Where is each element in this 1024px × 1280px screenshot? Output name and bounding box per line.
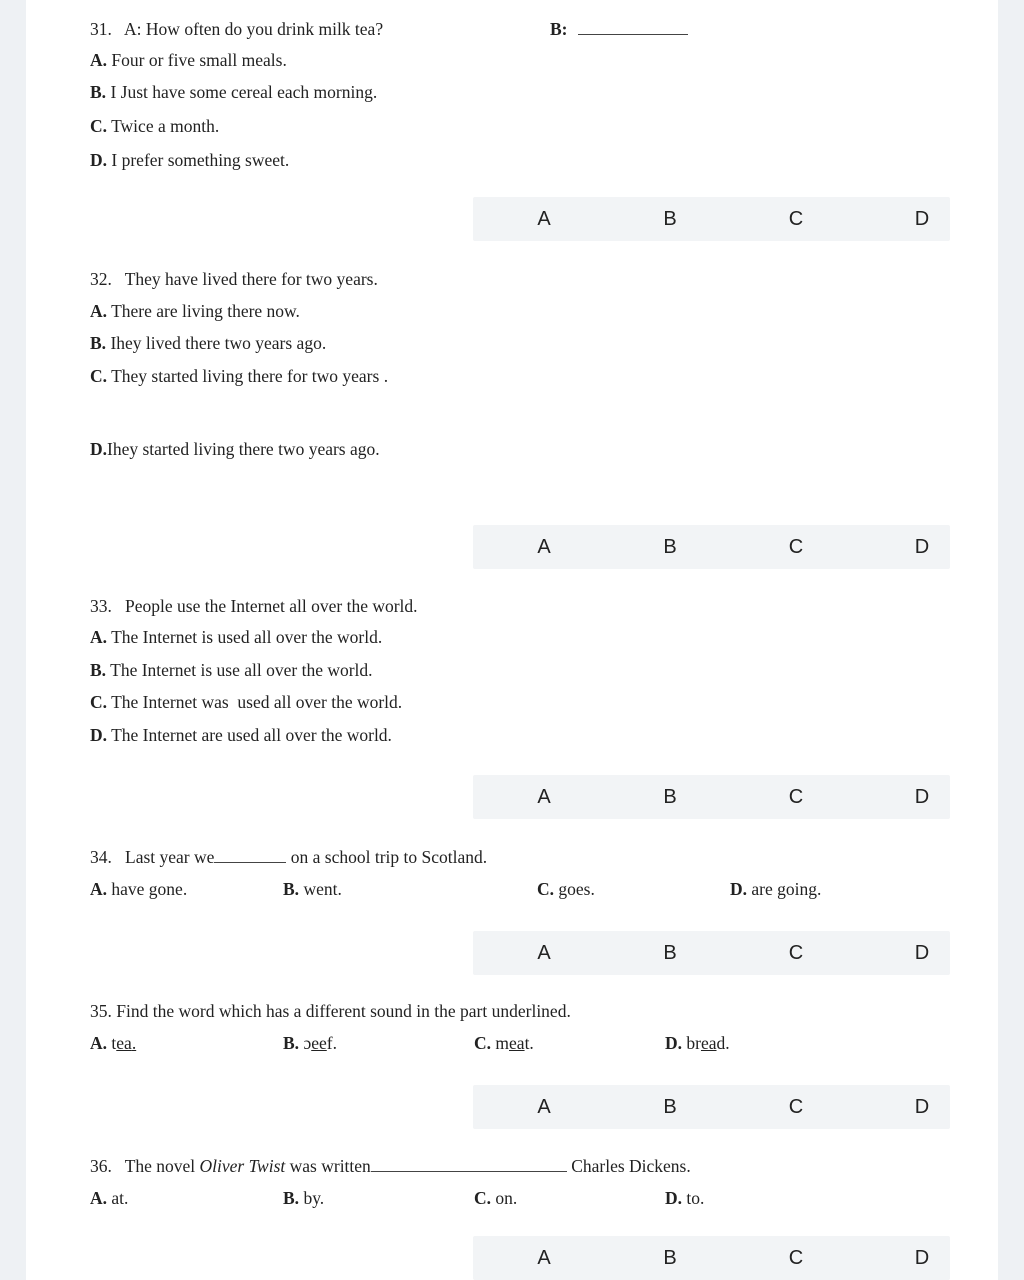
answer-b-button[interactable]: B bbox=[663, 208, 677, 230]
answer-d-button[interactable]: D bbox=[914, 536, 930, 558]
answer-d-button[interactable]: D bbox=[914, 1096, 930, 1118]
answer-d-button[interactable]: D bbox=[914, 786, 930, 808]
question-text: They have lived there for two years. bbox=[124, 269, 378, 289]
option-c: C. on. bbox=[474, 1188, 518, 1208]
question-33-prompt bbox=[90, 595, 418, 617]
option-b: B. went. bbox=[283, 879, 342, 899]
answer-c-button[interactable]: C bbox=[788, 1247, 804, 1269]
question-text: Find the word which has a different sound in the part underlined. bbox=[116, 1001, 571, 1021]
answer-blank bbox=[578, 20, 688, 35]
question-number: 31. bbox=[90, 19, 112, 39]
answer-c-button[interactable]: C bbox=[788, 942, 804, 964]
question-text: People use the Internet all over the world. bbox=[125, 596, 418, 616]
answer-b-button[interactable]: B bbox=[663, 1096, 677, 1118]
answer-a-button[interactable]: A bbox=[537, 208, 551, 230]
option-c: C. goes. bbox=[537, 879, 595, 899]
right-margin bbox=[998, 0, 1024, 1280]
answer-a-button[interactable]: A bbox=[537, 942, 551, 964]
option-a: A. have gone. bbox=[90, 879, 188, 899]
underlined-part: ea bbox=[509, 1033, 525, 1053]
question-text-cont: on a school trip to Scotland. bbox=[290, 847, 488, 867]
option-a: A. The Internet is used all over the world. bbox=[90, 627, 383, 647]
option-a: A. tea. bbox=[90, 1033, 137, 1053]
answer-b-button[interactable]: B bbox=[663, 942, 677, 964]
question-35-prompt bbox=[90, 1000, 571, 1022]
answer-blank bbox=[371, 1157, 567, 1172]
left-margin bbox=[0, 0, 26, 1280]
question-number: 35. bbox=[90, 1001, 112, 1021]
question-text: A: How often do you drink milk tea? bbox=[124, 19, 384, 39]
option-c: C. The Internet was used all over the world. bbox=[90, 692, 403, 712]
answer-b-button[interactable]: B bbox=[663, 536, 677, 558]
option-b: B. I Just have some cereal each morning. bbox=[90, 82, 378, 102]
answer-bar-34 bbox=[473, 931, 950, 975]
option-a: A. There are living there now. bbox=[90, 301, 300, 321]
question-36-prompt bbox=[90, 1155, 691, 1177]
option-d: D.Ihey started living there two years ago. bbox=[90, 439, 380, 459]
speaker-label: B: bbox=[550, 19, 568, 39]
question-number: 36. bbox=[90, 1156, 112, 1176]
option-d: D. I prefer something sweet. bbox=[90, 150, 290, 170]
question-31-prompt bbox=[90, 18, 383, 40]
answer-a-button[interactable]: A bbox=[537, 536, 551, 558]
option-b: B. by. bbox=[283, 1188, 325, 1208]
answer-c-button[interactable]: C bbox=[788, 536, 804, 558]
option-b: B. Ihey lived there two years ago. bbox=[90, 333, 327, 353]
option-c: C. They started living there for two years . bbox=[90, 366, 389, 386]
option-c: C. Twice a month. bbox=[90, 116, 220, 136]
underlined-part: ea bbox=[700, 1033, 717, 1053]
answer-c-button[interactable]: C bbox=[788, 786, 804, 808]
question-number: 34. bbox=[90, 847, 112, 867]
answer-c-button[interactable]: C bbox=[788, 1096, 804, 1118]
answer-bar-33 bbox=[473, 775, 950, 819]
book-title: Oliver Twist bbox=[199, 1156, 286, 1176]
answer-a-button[interactable]: A bbox=[537, 786, 551, 808]
answer-d-button[interactable]: D bbox=[914, 942, 930, 964]
answer-d-button[interactable]: D bbox=[914, 208, 930, 230]
option-b: B. The Internet is use all over the world. bbox=[90, 660, 373, 680]
option-b: B. ɔeef. bbox=[283, 1033, 337, 1053]
question-text: The novel bbox=[124, 1156, 200, 1176]
question-32-prompt bbox=[90, 268, 378, 290]
answer-bar-36 bbox=[473, 1236, 950, 1280]
answer-b-button[interactable]: B bbox=[663, 786, 677, 808]
option-a: A. Four or five small meals. bbox=[90, 50, 287, 70]
underlined-part: ee bbox=[311, 1033, 327, 1053]
answer-bar-31 bbox=[473, 197, 950, 241]
answer-c-button[interactable]: C bbox=[788, 208, 804, 230]
question-31-response bbox=[550, 18, 688, 40]
question-text: Last year we bbox=[125, 847, 215, 867]
answer-blank bbox=[214, 848, 286, 863]
question-number: 32. bbox=[90, 269, 112, 289]
option-d: D. are going. bbox=[730, 879, 822, 899]
answer-b-button[interactable]: B bbox=[663, 1247, 677, 1269]
answer-bar-35 bbox=[473, 1085, 950, 1129]
worksheet-page bbox=[26, 0, 998, 1280]
question-number: 33. bbox=[90, 596, 112, 616]
question-34-prompt bbox=[90, 846, 487, 868]
option-d: D. bread. bbox=[665, 1033, 730, 1053]
answer-d-button[interactable]: D bbox=[914, 1247, 930, 1269]
underlined-part: ea bbox=[116, 1033, 132, 1053]
option-a: A. at. bbox=[90, 1188, 129, 1208]
question-text-mid: was written bbox=[285, 1156, 371, 1176]
answer-bar-32 bbox=[473, 525, 950, 569]
answer-a-button[interactable]: A bbox=[537, 1247, 551, 1269]
option-c: C. meat. bbox=[474, 1033, 534, 1053]
question-text-cont: Charles Dickens. bbox=[571, 1156, 691, 1176]
answer-a-button[interactable]: A bbox=[537, 1096, 551, 1118]
option-d: D. to. bbox=[665, 1188, 705, 1208]
option-d: D. The Internet are used all over the world. bbox=[90, 725, 392, 745]
